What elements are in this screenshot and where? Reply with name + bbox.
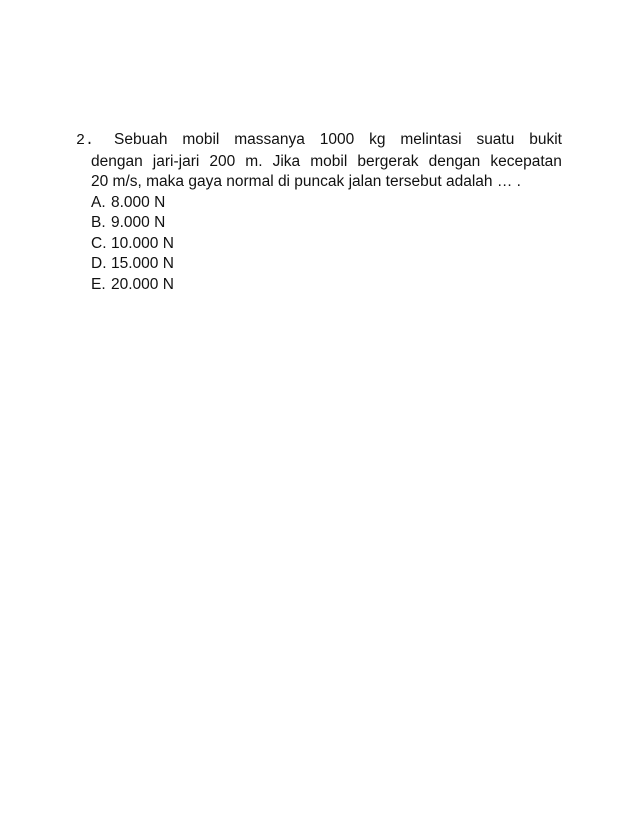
option-text: 20.000 N bbox=[111, 275, 174, 293]
question-word: 200 bbox=[209, 152, 236, 170]
question-word: suatu bbox=[476, 131, 515, 148]
option-text: 8.000 N bbox=[111, 193, 166, 211]
answer-option-b bbox=[91, 213, 562, 234]
question-word: dengan bbox=[428, 152, 481, 170]
question-first-line bbox=[76, 130, 562, 152]
question-text-line-1 bbox=[114, 130, 562, 151]
question-word: mobil bbox=[310, 152, 348, 170]
option-text: 15.000 N bbox=[111, 255, 174, 272]
question-word: Jika bbox=[272, 152, 301, 170]
answer-options bbox=[91, 193, 562, 296]
question-continuation bbox=[76, 152, 562, 296]
option-letter: D. bbox=[91, 255, 107, 272]
option-text: 9.000 N bbox=[111, 214, 166, 231]
answer-option-c bbox=[91, 234, 562, 255]
option-letter: B. bbox=[91, 214, 106, 231]
answer-option-e bbox=[91, 275, 562, 296]
question-word: Sebuah bbox=[114, 131, 168, 148]
question-block bbox=[76, 130, 562, 295]
question-word: melintasi bbox=[400, 131, 462, 148]
question-word: kg bbox=[369, 131, 386, 148]
question-word: m. bbox=[245, 152, 263, 170]
option-letter: A. bbox=[91, 193, 106, 211]
question-word: dengan bbox=[91, 152, 143, 170]
question-text-line-3: 20 m/s, maka gaya normal di puncak jalan tersebut adalah … . bbox=[91, 173, 521, 190]
answer-option-a bbox=[91, 193, 562, 214]
question-text-line-2 bbox=[91, 152, 562, 173]
answer-option-d bbox=[91, 254, 562, 275]
question-number: 2. bbox=[76, 132, 95, 149]
question-word: bukit bbox=[529, 131, 562, 148]
question-word: jari-jari bbox=[152, 152, 200, 170]
option-text: 10.000 N bbox=[111, 234, 174, 252]
question-word: massanya bbox=[234, 131, 305, 148]
question-word: bergerak bbox=[357, 152, 419, 170]
question-word: kecepatan bbox=[490, 152, 562, 170]
option-letter: E. bbox=[91, 275, 106, 293]
question-word: mobil bbox=[182, 131, 220, 148]
option-letter: C. bbox=[91, 234, 107, 252]
question-word: 1000 bbox=[319, 131, 355, 148]
